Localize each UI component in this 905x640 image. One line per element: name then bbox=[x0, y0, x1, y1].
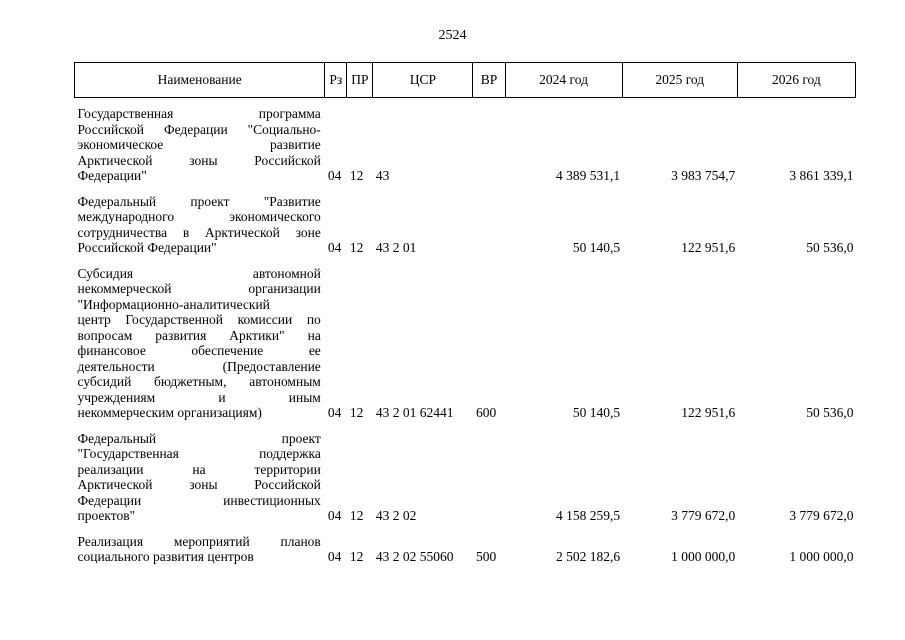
row-value-2026: 3 861 339,1 bbox=[789, 168, 854, 183]
table-header bbox=[75, 63, 856, 98]
header-2025: 2025 год bbox=[622, 63, 737, 98]
row-name bbox=[75, 431, 325, 526]
row-value-2025: 1 000 000,0 bbox=[671, 549, 736, 564]
row-name-line: финансовое обеспечение ее bbox=[77, 343, 321, 358]
row-spacer-cell bbox=[75, 186, 856, 194]
row-name-line: учреждениям и иным bbox=[77, 389, 321, 405]
row-name-line: Реализация мероприятий планов bbox=[77, 533, 321, 549]
header-pr: ПР bbox=[347, 63, 373, 98]
row-pr: 12 bbox=[349, 168, 364, 183]
row-name-line: Федеральный проект "Развитие bbox=[77, 193, 321, 209]
row-name-line: Арктической зоны Российской bbox=[77, 477, 321, 492]
row-rz: 04 bbox=[327, 168, 342, 183]
table-row bbox=[75, 106, 856, 186]
row-csr: 43 bbox=[375, 168, 390, 183]
row-value-2025: 122 951,6 bbox=[681, 240, 736, 255]
header-rz: Рз bbox=[325, 63, 347, 98]
row-name-line: сотрудничества в Арктической зоне bbox=[77, 224, 321, 240]
row-name-line: некоммерческой организации bbox=[77, 281, 321, 296]
row-csr: 43 2 02 bbox=[375, 508, 417, 523]
row-spacer bbox=[75, 526, 856, 534]
row-name-line: реализации на территории bbox=[77, 461, 321, 477]
row-name bbox=[75, 266, 325, 423]
row-spacer bbox=[75, 423, 856, 431]
table-row bbox=[75, 534, 856, 567]
row-value-2024: 4 158 259,5 bbox=[556, 508, 621, 523]
header-csr: ЦСР bbox=[373, 63, 473, 98]
row-rz: 04 bbox=[327, 405, 342, 420]
row-spacer-cell bbox=[75, 258, 856, 266]
row-name-line: деятельности (Предоставление bbox=[77, 358, 321, 374]
row-spacer bbox=[75, 258, 856, 266]
row-name-line: вопросам развития Арктики" на bbox=[77, 327, 321, 343]
row-vr bbox=[473, 431, 505, 526]
table-row bbox=[75, 194, 856, 258]
row-name-line: "Государственная поддержка bbox=[77, 446, 321, 461]
row-pr: 12 bbox=[349, 240, 364, 255]
row-name-line: Федеральный проект bbox=[77, 430, 321, 446]
row-value-2026: 1 000 000,0 bbox=[789, 549, 854, 564]
row-name-line: "Информационно-аналитический bbox=[77, 296, 270, 312]
table-row bbox=[75, 266, 856, 423]
row-pr: 12 bbox=[349, 405, 364, 420]
row-vr: 600 bbox=[475, 405, 497, 420]
row-rz: 04 bbox=[327, 549, 342, 564]
row-name-line: Государственная программа bbox=[77, 106, 321, 121]
row-name bbox=[75, 534, 325, 567]
row-vr bbox=[473, 194, 505, 258]
row-name-line: Субсидия автономной bbox=[77, 265, 321, 281]
row-value-2024: 50 140,5 bbox=[572, 405, 621, 420]
row-name bbox=[75, 106, 325, 186]
header-vr: ВР bbox=[473, 63, 505, 98]
row-name-line: социального развития центров bbox=[77, 549, 254, 564]
row-value-2025: 3 983 754,7 bbox=[671, 168, 736, 183]
row-name-line: Российской Федерации "Социально- bbox=[77, 121, 321, 137]
row-name-line: некоммерческим организациям) bbox=[77, 405, 262, 420]
table-body bbox=[75, 98, 856, 567]
row-value-2026: 3 779 672,0 bbox=[789, 508, 854, 523]
row-name-line: Арктической зоны Российской bbox=[77, 152, 321, 168]
row-spacer bbox=[75, 98, 856, 107]
header-2024: 2024 год bbox=[505, 63, 622, 98]
row-pr: 12 bbox=[349, 549, 364, 564]
row-spacer bbox=[75, 186, 856, 194]
row-name-line: Федерации" bbox=[77, 168, 147, 183]
row-vr: 500 bbox=[475, 549, 497, 564]
row-name-line: субсидий бюджетным, автономным bbox=[77, 374, 321, 389]
row-value-2025: 122 951,6 bbox=[681, 405, 736, 420]
row-value-2026: 50 536,0 bbox=[806, 240, 854, 255]
row-spacer-cell bbox=[75, 526, 856, 534]
row-value-2025: 3 779 672,0 bbox=[671, 508, 736, 523]
budget-table bbox=[74, 62, 856, 567]
row-rz: 04 bbox=[327, 240, 342, 255]
row-name-line: Российской Федерации" bbox=[77, 240, 217, 255]
row-name-line: проектов" bbox=[77, 508, 136, 523]
row-name-line: международного экономического bbox=[77, 209, 321, 224]
row-name bbox=[75, 194, 325, 258]
header-name: Наименование bbox=[75, 63, 325, 98]
row-value-2024: 4 389 531,1 bbox=[556, 168, 621, 183]
header-2026: 2026 год bbox=[737, 63, 855, 98]
row-value-2024: 50 140,5 bbox=[572, 240, 621, 255]
row-rz: 04 bbox=[327, 508, 342, 523]
row-csr: 43 2 01 bbox=[375, 240, 417, 255]
row-name-line: экономическое развитие bbox=[77, 137, 321, 152]
row-vr bbox=[473, 106, 505, 186]
row-spacer-cell bbox=[75, 98, 856, 107]
table-row bbox=[75, 431, 856, 526]
row-pr: 12 bbox=[349, 508, 364, 523]
row-spacer-cell bbox=[75, 423, 856, 431]
row-csr: 43 2 02 55060 bbox=[375, 549, 454, 564]
row-value-2026: 50 536,0 bbox=[806, 405, 854, 420]
page-number: 2524 bbox=[438, 28, 467, 43]
row-value-2024: 2 502 182,6 bbox=[556, 549, 621, 564]
row-name-line: Федерации инвестиционных bbox=[77, 492, 321, 508]
row-name-line: центр Государственной комиссии по bbox=[77, 312, 321, 327]
row-csr: 43 2 01 62441 bbox=[375, 405, 454, 420]
